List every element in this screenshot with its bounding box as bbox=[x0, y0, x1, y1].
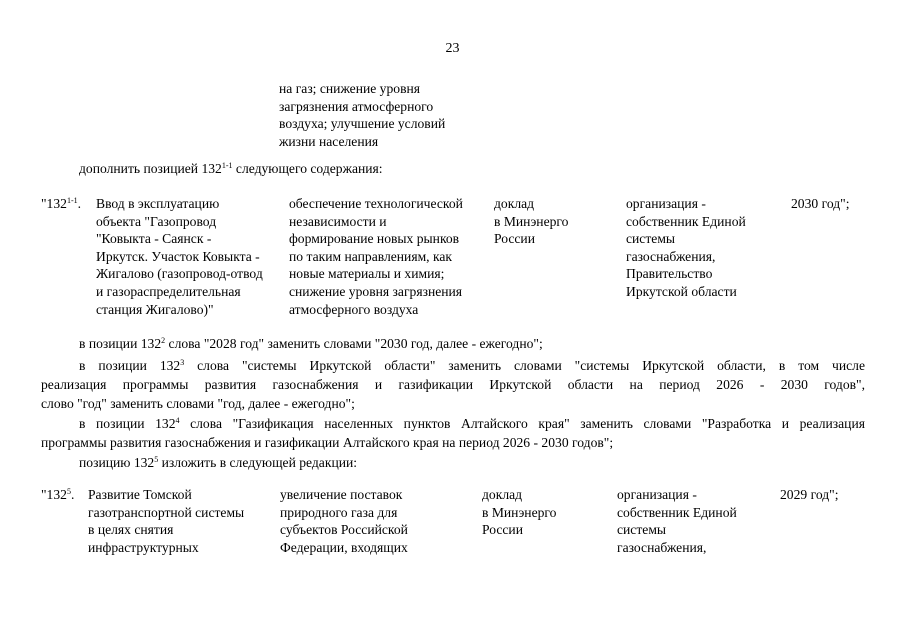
row1-result: обеспечение технологической независимости и формирование новых рынков по таким направлениям, как новые материалы и химия; снижение уровня загрязнения атмосферного воздуха bbox=[289, 196, 463, 317]
row2-report-type: доклад в Минэнерго России bbox=[482, 487, 557, 538]
paragraph-add-position: дополнить позицией 132$^{1-1}$ следующего содержания: bbox=[79, 161, 383, 176]
page-number: 23 bbox=[445, 41, 460, 56]
row1-responsible: организация - собственник Единой системы газоснабжения, Правительство Иркутской области bbox=[626, 196, 746, 299]
row2-number: "$132^5$. bbox=[41, 487, 75, 502]
row2-result: увеличение поставок природного газа для субъектов Российской Федерации, входящих bbox=[280, 487, 408, 555]
paragraph-132-3-line2: реализация программы развития газоснабжения и газификации Иркутской области на период 2026 - 2030 годов", bbox=[41, 377, 865, 392]
row2-deadline: 2029 год"; bbox=[780, 487, 839, 502]
paragraph-132-2: в позиции $132^2$ слова "2028 год" заменить словами "2030 год, далее - ежегодно"; bbox=[79, 336, 543, 351]
fragment-line: на газ; снижение уровня bbox=[279, 81, 421, 96]
fragment-line: жизни населения bbox=[279, 133, 379, 149]
paragraph-132-5: позицию $132^5$ изложить в следующей редакции: bbox=[79, 455, 358, 470]
row2-responsible: организация - собственник Единой системы газоснабжения, bbox=[617, 487, 737, 555]
row1-report-type: доклад в Минэнерго России bbox=[494, 196, 569, 247]
paragraph-132-4-line2: программы развития газоснабжения и газификации Алтайского края на период 2026 - 2030 годов"; bbox=[41, 435, 614, 450]
fragment-line: загрязнения атмосферного bbox=[279, 98, 434, 114]
fragment-line: воздуха; улучшение условий bbox=[279, 116, 446, 132]
paragraph-132-3-line3: слово "год" заменить словами "год, далее - ежегодно"; bbox=[41, 396, 355, 411]
row1-measure: Ввод в эксплуатацию объекта "Газопровод "Ковыкта - Саянск - Иркутск. Участок Ковыкта - Жигалово (газопровод-отвод и газораспределительная станция Жигалово)" bbox=[96, 196, 263, 317]
paragraph-132-4-line1: в позиции $132^4$ слова "Газификация населенных пунктов Алтайского края" заменить словами "Разработка и реализация bbox=[79, 416, 865, 431]
paragraph-132-3-line1: в позиции $132^3$ слова "системы Иркутской области" заменить словами "системы Иркутской области, в том числе bbox=[79, 358, 865, 373]
row1-number: "132$^{1-1}$. bbox=[41, 196, 82, 211]
continued-fragment bbox=[279, 80, 479, 150]
row2-measure: Развитие Томской газотранспортной системы в целях снятия инфраструктурных bbox=[88, 487, 245, 555]
row1-deadline: 2030 год"; bbox=[791, 196, 850, 211]
